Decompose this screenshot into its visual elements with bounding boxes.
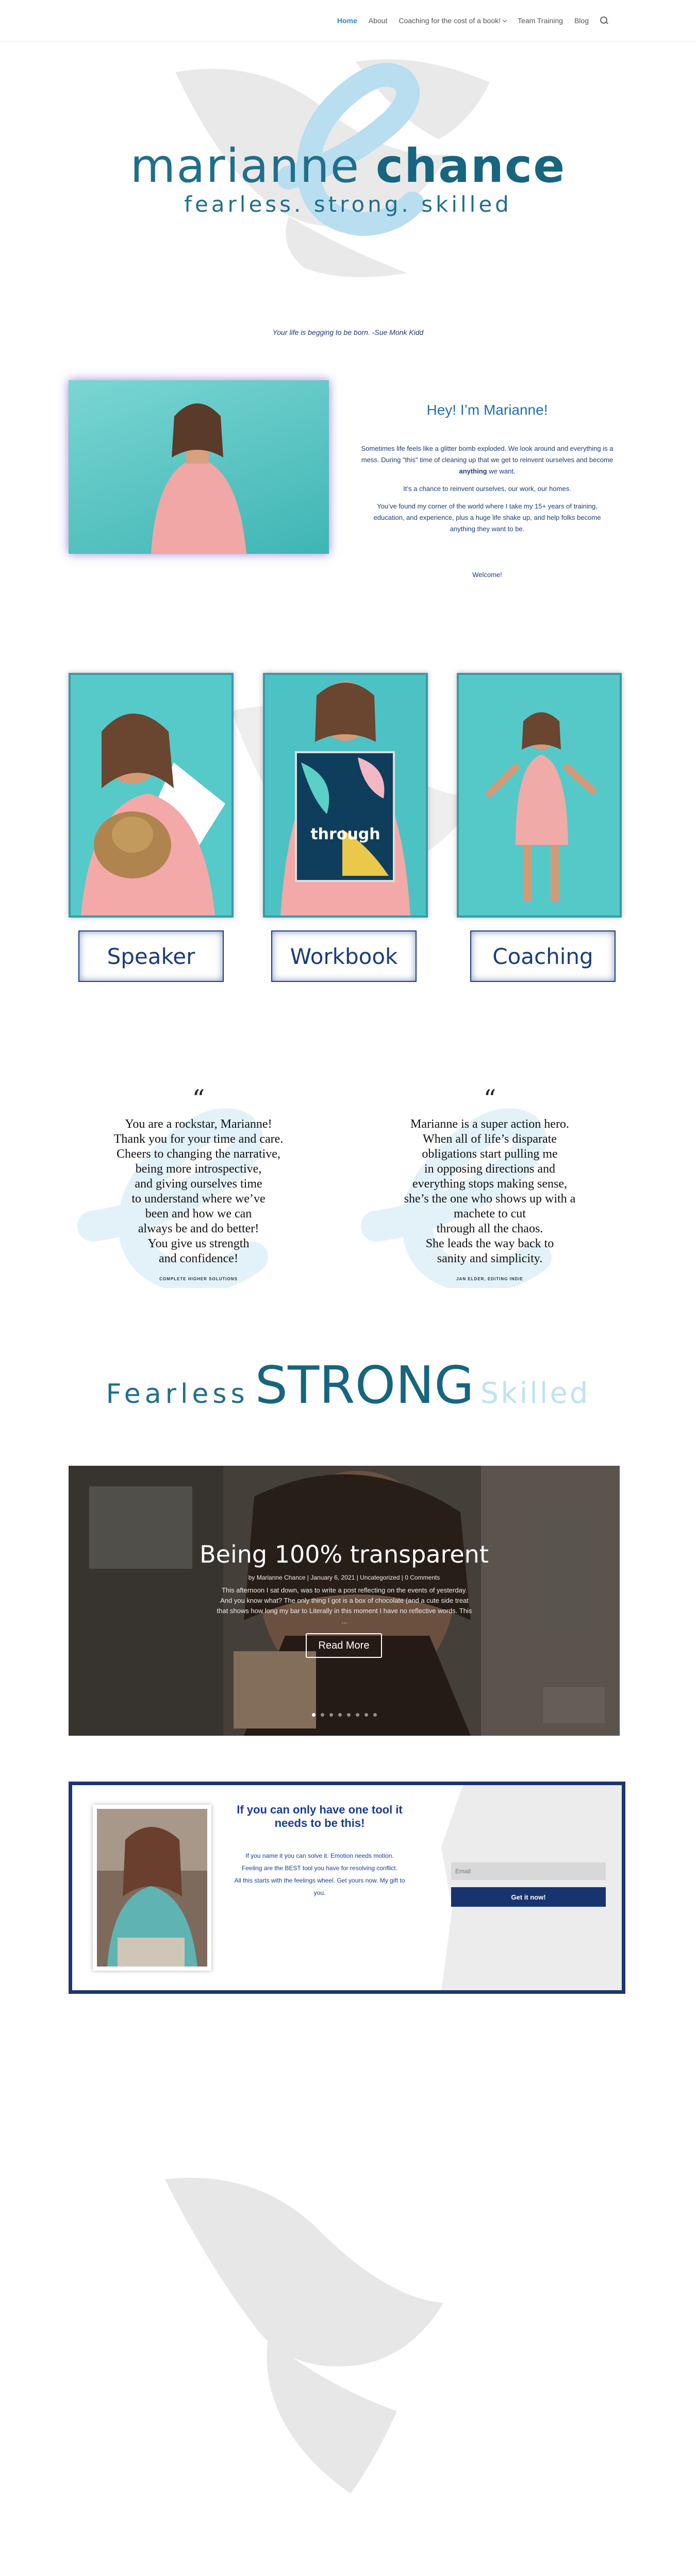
slider-dot[interactable] (338, 1713, 342, 1717)
logo-tagline: fearless. strong. skilled (184, 192, 512, 217)
intro-p1-b: anything (459, 467, 487, 475)
intro-paragraph-3: You’ve found my corner of the world where I take my 15+ years of training, education, and experience, plus a huge life shake up, and help folks become anything they want to be. (373, 502, 601, 533)
speaker-image (71, 675, 231, 916)
chevron-down-icon (503, 18, 507, 22)
slider-dot[interactable] (321, 1713, 324, 1717)
testimonial-1-line: Thank you for your time and care. (113, 1132, 284, 1146)
banner-strong: STRONG (255, 1355, 474, 1415)
coaching-image (459, 675, 620, 916)
coaching-button[interactable]: Coaching (470, 930, 616, 982)
workbook-image (265, 675, 426, 916)
testimonial-2-line: she’s the one who shows up with a (404, 1192, 576, 1206)
optin-box (69, 1782, 625, 1994)
intro-photo (69, 380, 329, 554)
email-field[interactable] (451, 1862, 606, 1880)
speaker-photo[interactable] (69, 673, 234, 918)
logo-last-name: chance (375, 139, 566, 193)
nav-coaching-label: Coaching for the cost of a book! (399, 16, 501, 25)
welcome-text: Welcome! (472, 571, 502, 579)
testimonial-1-text (90, 1117, 307, 1266)
logo-wordmark (0, 139, 696, 193)
intro-p1-a: Sometimes life feels like a glitter bomb exploded. We look around and everything is a mess. During "this" time of cleaning up that we get to reinvent ourselves and become (361, 445, 614, 464)
slider-dot[interactable] (373, 1713, 377, 1717)
slider-dot[interactable] (329, 1713, 333, 1717)
workbook-cover-text: through (310, 825, 380, 843)
optin-photo (93, 1805, 211, 1971)
banner-fearless: Fearless (106, 1379, 249, 1410)
testimonial-2-line: Marianne is a super action hero. (410, 1117, 569, 1131)
slider-dot[interactable] (356, 1713, 359, 1717)
testimonial-2-line: sanity and simplicity. (437, 1252, 543, 1265)
optin-line: If you name it you can solve it. Emotion needs motion. (245, 1852, 394, 1859)
read-more-button[interactable]: Read More (306, 1633, 382, 1658)
slider-dots (69, 1713, 620, 1717)
testimonial-2-text (382, 1117, 598, 1266)
featured-quote: Your life is begging to be born. -Sue Monk Kidd (272, 328, 424, 336)
testimonial-1-line: to understand where we’ve (131, 1192, 266, 1206)
optin-title: If you can only have one tool it needs to be this! (237, 1803, 403, 1829)
testimonial-2-line: obligations start pulling me (422, 1147, 558, 1161)
nav-coaching[interactable] (399, 16, 506, 25)
main-nav (337, 16, 608, 25)
nav-team-training[interactable]: Team Training (518, 16, 563, 25)
logo-first-name: marianne (130, 139, 376, 193)
quote-mark-icon: “ (192, 1084, 205, 1113)
testimonial-2-author: JAN ELDER, EDITING INDIE (456, 1277, 523, 1281)
marianne-portrait-image (69, 380, 329, 554)
testimonial-1-line: being more introspective, (135, 1162, 262, 1176)
intro-title: Hey! I’m Marianne! (426, 402, 548, 418)
testimonial-1-line: and confidence! (159, 1252, 238, 1265)
nav-home[interactable]: Home (337, 16, 357, 25)
slide-meta: by Marianne Chance | January 6, 2021 | Uncategorized | 0 Comments (248, 1574, 440, 1581)
testimonial-2-line: She leads the way back to (425, 1237, 554, 1250)
slider-dot[interactable] (347, 1713, 351, 1717)
optin-body (232, 1850, 407, 1899)
search-icon[interactable] (600, 16, 608, 25)
optin-portrait-image (97, 1809, 207, 1967)
quote-mark-icon: “ (483, 1084, 496, 1113)
intro-body (361, 443, 614, 541)
site-header (0, 0, 696, 41)
get-it-now-button[interactable]: Get it now! (451, 1887, 606, 1907)
slider-dot[interactable] (364, 1713, 368, 1717)
testimonial-1-line: Cheers to changing the narrative, (117, 1147, 280, 1161)
fearless-strong-skilled-banner (0, 1355, 696, 1415)
banner-skilled: Skilled (480, 1377, 590, 1410)
testimonial-1-author: COMPLETE HIGHER SOLUTIONS (159, 1277, 238, 1281)
leaf-background-icon (155, 2169, 464, 2499)
intro-p1-c: we want. (487, 467, 516, 475)
testimonial-2-line: through all the chaos. (436, 1222, 543, 1235)
testimonial-2-line: in opposing directions and (424, 1162, 555, 1176)
testimonial-1-line: You give us strength (147, 1237, 250, 1250)
testimonial-1-line: and giving ourselves time (135, 1177, 262, 1191)
workbook-photo[interactable] (263, 673, 428, 918)
nav-about[interactable]: About (368, 16, 388, 25)
testimonial-2-line: When all of life’s disparate (423, 1132, 557, 1146)
nav-blog[interactable]: Blog (574, 16, 589, 25)
workbook-button[interactable]: Workbook (271, 930, 417, 982)
blog-slider[interactable] (69, 1466, 620, 1736)
optin-line: Feeling are the BEST tool you have for resolving conflict. (242, 1865, 397, 1872)
testimonial-1-line: been and how we can (145, 1207, 252, 1221)
testimonial-1-line: always be and do better! (138, 1222, 259, 1235)
testimonial-2-line: machete to cut (454, 1207, 526, 1221)
slide-title[interactable]: Being 100% transparent (200, 1540, 489, 1568)
testimonial-1-line: You are a rockstar, Marianne! (125, 1117, 272, 1131)
intro-paragraph-2: It’s a chance to reinvent ourselves, our work, our homes. (403, 485, 571, 493)
intro-paragraph-1 (361, 443, 614, 477)
coaching-photo[interactable] (457, 673, 622, 918)
testimonial-2-line: everything stops making sense, (412, 1177, 567, 1191)
slider-dot[interactable] (312, 1713, 316, 1717)
speaker-button[interactable]: Speaker (78, 930, 224, 982)
slide-excerpt: This afternoon I sat down, was to write a post reflecting on the events of yesterday. And you know what? The only thing I got is a box of chocolate (and a cute side treat that shows how long my bar to Literally in this moment I have no reflective words. This ... (217, 1586, 472, 1625)
optin-line: All this starts with the feelings wheel. Get yours now. My gift to you. (234, 1877, 405, 1896)
